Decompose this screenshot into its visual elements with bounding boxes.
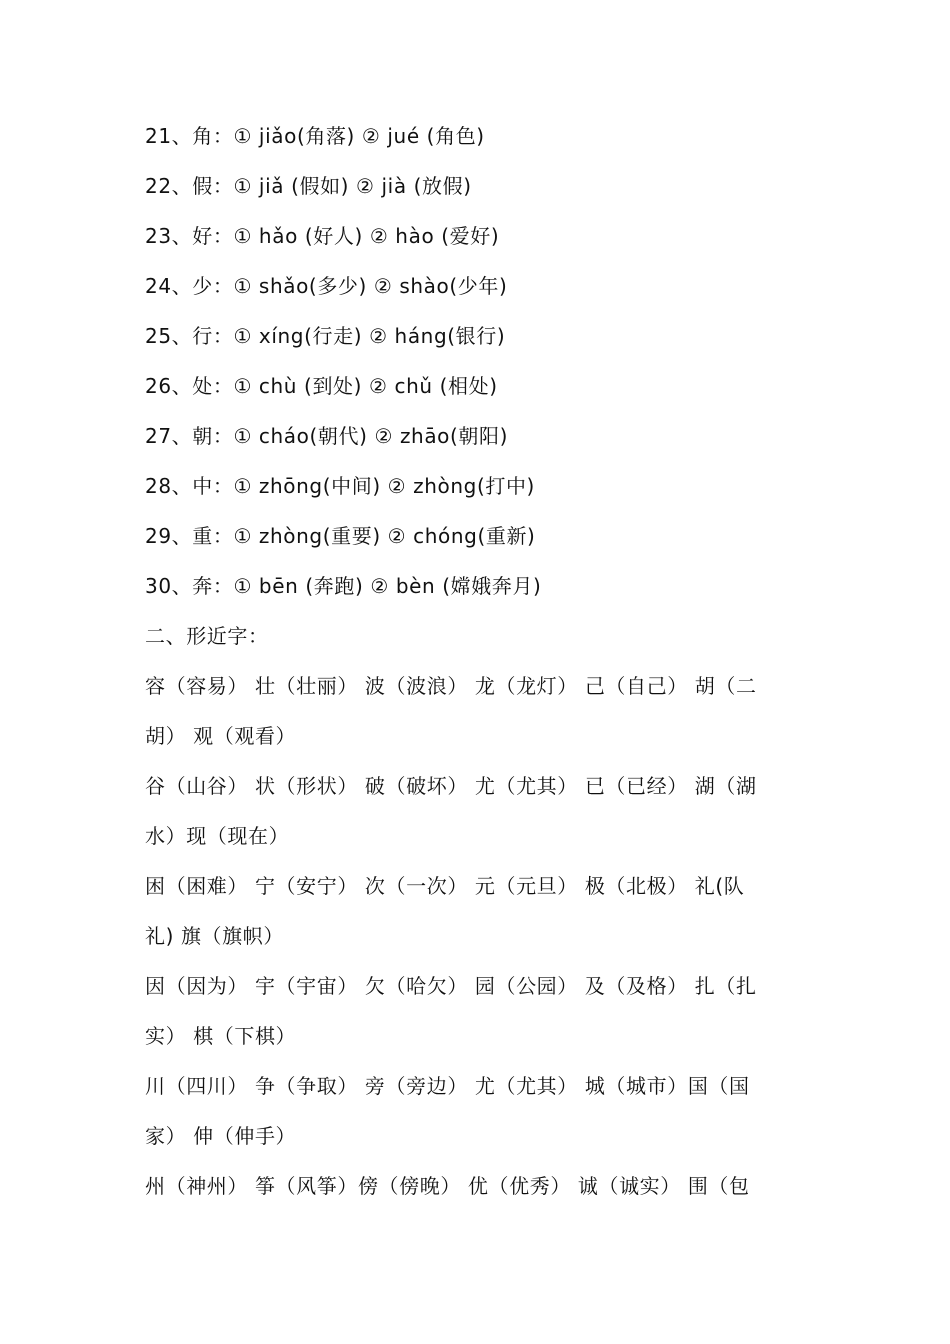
section-title: 二、形近字： xyxy=(145,624,269,648)
similar-chars-line: 川（四川） 争（争取） 旁（旁边） 尤（尤其） 城（城市）国（国 xyxy=(145,1074,750,1098)
similar-chars-line: 因（因为） 宇（宇宙） 欠（哈欠） 园（公园） 及（及格） 扎（扎 xyxy=(145,974,757,998)
similar-chars-line: 实） 棋（下棋） xyxy=(145,1024,297,1048)
polyphone-item-21: 21、角：① jiǎo(角落) ② jué (角色) xyxy=(145,124,485,148)
polyphone-item-23: 23、好：① hǎo (好人) ② hào (爱好) xyxy=(145,224,500,248)
polyphone-item-25: 25、行：① xíng(行走) ② háng(银行) xyxy=(145,324,506,348)
similar-chars-line: 州（神州） 筝（风筝）傍（傍晚） 优（优秀） 诚（诚实） 围（包 xyxy=(145,1174,750,1198)
polyphone-item-30: 30、奔：① bēn (奔跑) ② bèn (嫦娥奔月) xyxy=(145,574,542,598)
similar-chars-line: 礼) 旗（旗帜） xyxy=(145,924,284,948)
polyphone-item-27: 27、朝：① cháo(朝代) ② zhāo(朝阳) xyxy=(145,424,509,448)
similar-chars-line: 胡） 观（观看） xyxy=(145,724,297,748)
document-body xyxy=(145,111,810,1211)
similar-chars-line: 困（困难） 宁（安宁） 次（一次） 元（元旦） 极（北极） 礼(队 xyxy=(145,874,745,898)
similar-chars-line: 水）现（现在） xyxy=(145,824,290,848)
similar-chars-line: 容（容易） 壮（壮丽） 波（波浪） 龙（龙灯） 己（自己） 胡（二 xyxy=(145,674,757,698)
similar-chars-line: 家） 伸（伸手） xyxy=(145,1124,297,1148)
polyphone-item-26: 26、处：① chù (到处) ② chǔ (相处) xyxy=(145,374,498,398)
similar-chars-line: 谷（山谷） 状（形状） 破（破坏） 尤（尤其） 已（已经） 湖（湖 xyxy=(145,774,757,798)
polyphone-item-28: 28、中：① zhōng(中间) ② zhòng(打中) xyxy=(145,474,535,498)
polyphone-item-22: 22、假：① jiǎ (假如) ② jià (放假) xyxy=(145,174,472,198)
polyphone-item-24: 24、少：① shǎo(多少) ② shào(少年) xyxy=(145,274,508,298)
polyphone-item-29: 29、重：① zhòng(重要) ② chóng(重新) xyxy=(145,524,536,548)
